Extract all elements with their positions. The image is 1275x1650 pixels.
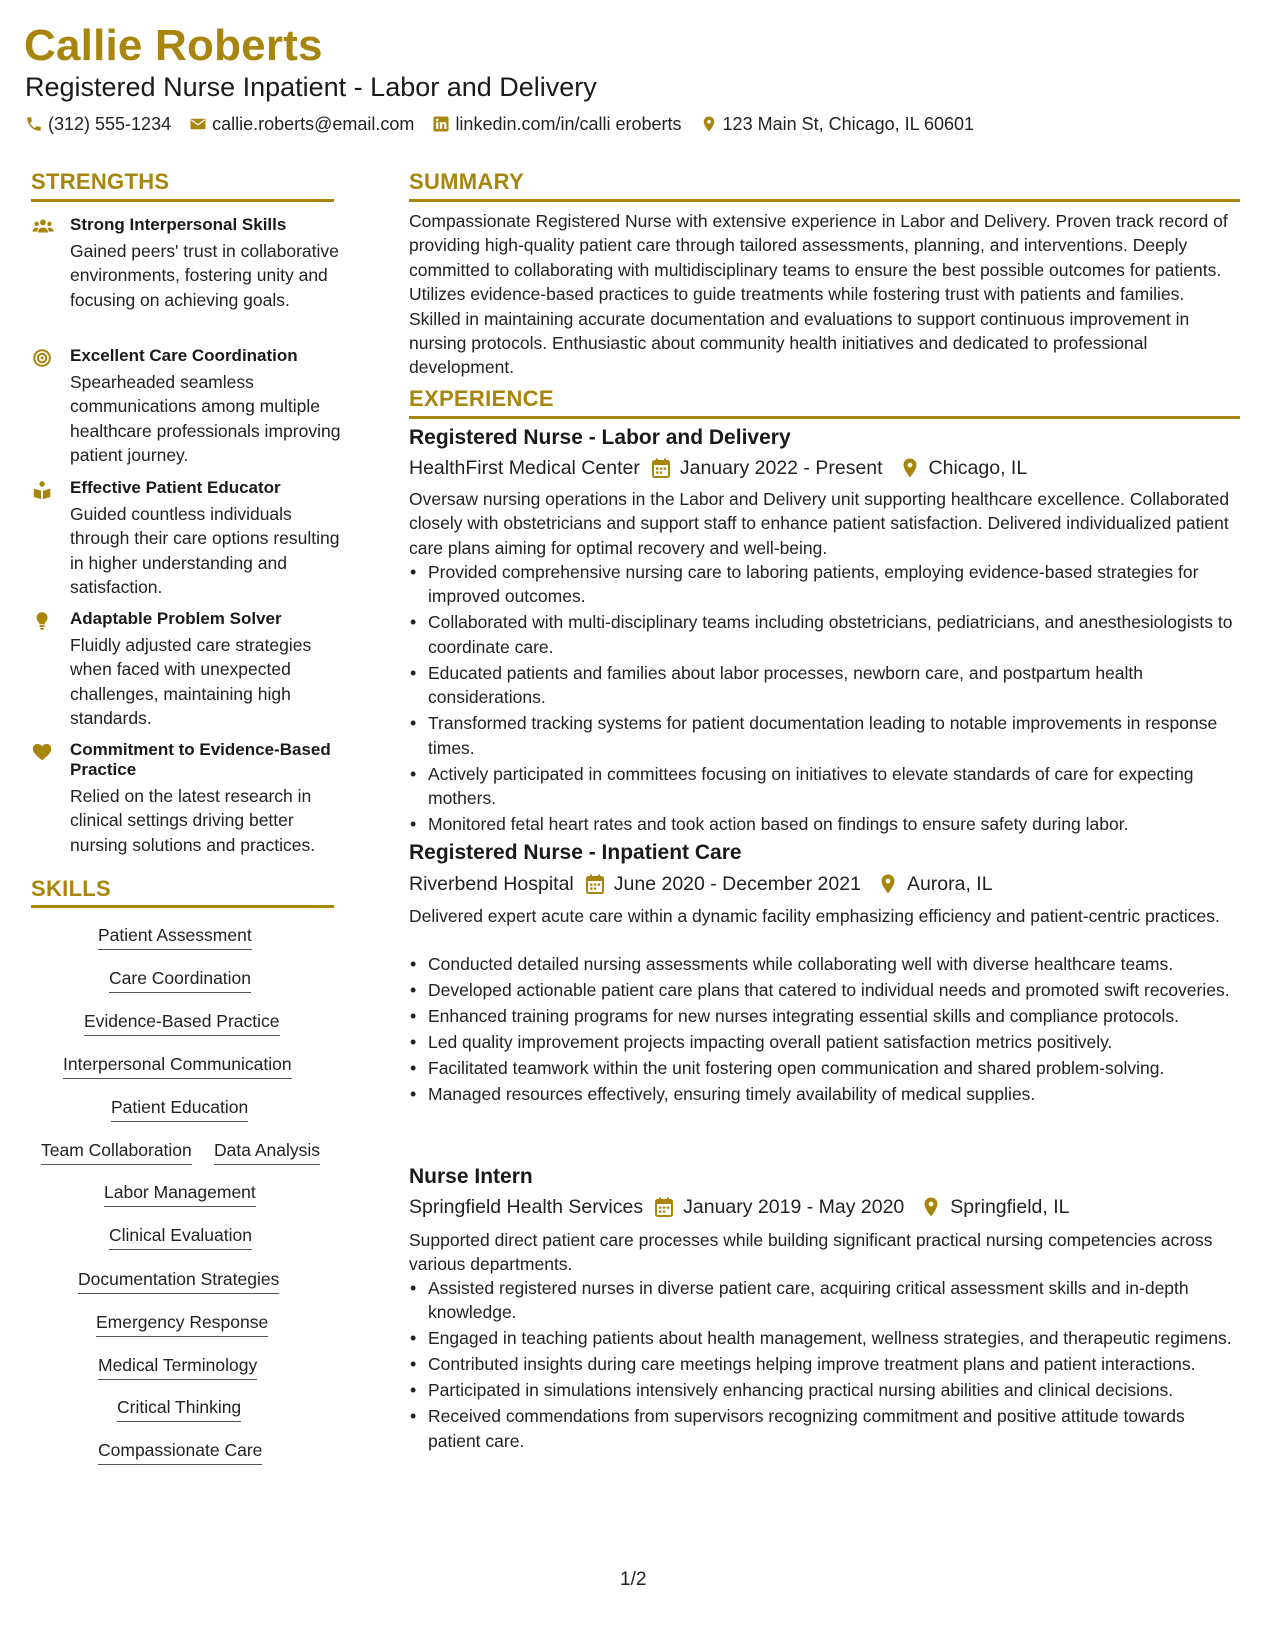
skill-tag: Care Coordination [109,967,251,993]
candidate-name: Callie Roberts [24,21,323,70]
strength-description: Spearheaded seamless communications among multiple healthcare professionals improving patient journey. [70,372,341,466]
users-icon [32,217,54,237]
strength-item [32,346,352,468]
calendar-icon [655,1197,673,1217]
job-dates: January 2019 - May 2020 [683,1196,905,1218]
page-number: 1/2 [620,1569,647,1590]
skill-tag: Medical Terminology [98,1354,257,1380]
list-item: • Received commendations from supervisors recognizing commitment and positive attitude towards patient care. [409,1404,1239,1453]
skill-tag: Patient Assessment [98,924,252,950]
list-item: • Provided comprehensive nursing care to laboring patients, employing evidence-based strategies for improved outcomes. [409,560,1239,609]
strength-title: Effective Patient Educator [70,478,281,497]
job-description: Oversaw nursing operations in the Labor and Delivery unit supporting healthcare excellence. Collaborated closely with obstetricians and support staff to enhance patient satisfaction. Delivered individualized patient care plans aiming for optimal recovery and well-being. [409,489,1230,558]
heart-icon [32,742,54,762]
strength-description: Relied on the latest research in clinical settings driving better nursing solutions and practices. [70,786,316,855]
list-item: • Educated patients and families about labor processes, newborn care, and postpartum health considerations. [409,661,1239,710]
skill-tag: Emergency Response [96,1311,268,1337]
job-title: Registered Nurse - Labor and Delivery [409,426,791,449]
phone-icon [25,115,43,133]
skill-tag: Patient Education [111,1096,248,1122]
calendar-icon [586,874,604,894]
list-item: • Engaged in teaching patients about health management, wellness strategies, and therapeutic regimens. [409,1326,1239,1350]
map-pin-icon [879,874,897,894]
skill-tag: Team Collaboration [41,1139,192,1165]
strength-title: Adaptable Problem Solver [70,609,282,628]
skill-tag: Documentation Strategies [78,1268,279,1294]
job-bullets [409,560,1239,838]
skill-tag: Interpersonal Communication [63,1053,292,1079]
summary-text: Compassionate Registered Nurse with extensive experience in Labor and Delivery. Proven track record of providing high-quality patient care through tailored assessments, planning, and interventions. Deeply committed to collaborating with multidisciplinary teams to ensure the best possible outcomes for patients. Utilizes evidence-based practices to guide treatments while fostering trust with patients and families. Skilled in maintaining accurate documentation and evaluations to support continuous improvement in nursing protocols. Enthusiastic about community health initiatives and dedicated to professional development. [409,211,1228,378]
job-description: Delivered expert acute care within a dynamic facility emphasizing efficiency and patient-centric practices. [409,906,1220,926]
strength-item [32,609,352,731]
experience-heading: EXPERIENCE [409,386,554,411]
list-item: • Monitored fetal heart rates and took action based on findings to ensure safety during labor. [409,812,1239,836]
skills-heading: SKILLS [31,876,112,901]
list-item: • Transformed tracking systems for patient documentation leading to notable improvements in response times. [409,711,1239,760]
strength-item [32,740,352,857]
list-item: • Led quality improvement projects impacting overall patient satisfaction metrics positively. [409,1030,1239,1054]
skill-tag: Compassionate Care [98,1439,262,1465]
job-dates: January 2022 - Present [679,457,883,479]
map-pin-icon [901,458,919,478]
list-item: • Enhanced training programs for new nurses integrating essential skills and compliance protocols. [409,1004,1239,1028]
calendar-icon [652,458,670,478]
list-item: • Developed actionable patient care plans that catered to individual needs and promoted swift recoveries. [409,978,1239,1002]
job-bullets [409,1276,1239,1455]
map-pin-icon [700,115,718,133]
strength-title: Commitment to Evidence-Based Practice [70,740,331,779]
skills-divider [31,905,334,908]
strength-description: Gained peers' trust in collaborative environments, fostering unity and focusing on achieving goals. [70,241,339,310]
skill-tag: Labor Management [104,1181,256,1207]
experience-divider [409,416,1240,419]
job-meta [409,1194,1070,1220]
list-item: • Facilitated teamwork within the unit fostering open communication and shared problem-solving. [409,1056,1239,1080]
contact-linkedin[interactable]: linkedin.com/in/calli eroberts [432,112,681,136]
strength-item [32,478,352,600]
envelope-icon [189,115,207,133]
list-item: • Conducted detailed nursing assessments while collaborating well with diverse healthcare teams. [409,952,1239,976]
map-pin-icon [922,1197,940,1217]
list-item: • Managed resources effectively, ensuring timely availability of medical supplies. [409,1082,1239,1106]
contact-address: 123 Main St, Chicago, IL 60601 [700,112,975,136]
linkedin-icon [432,115,450,133]
job-description: Supported direct patient care processes while building significant practical nursing competencies across various departments. [409,1230,1213,1275]
job-location: Chicago, IL [928,457,1028,479]
target-icon [32,348,54,368]
book-reader-icon [32,480,54,500]
strength-description: Guided countless individuals through their care options resulting in higher understanding and satisfaction. [70,504,340,598]
skill-tag: Data Analysis [214,1139,320,1165]
skill-tag: Critical Thinking [117,1396,241,1422]
strength-item [32,215,352,312]
lightbulb-icon [32,611,54,631]
skill-tag: Clinical Evaluation [109,1224,252,1250]
list-item: • Actively participated in committees focusing on initiatives to elevate standards of care for expecting mothers. [409,762,1239,811]
job-company: Springfield Health Services [409,1196,644,1218]
skill-tag: Evidence-Based Practice [84,1010,280,1036]
job-company: HealthFirst Medical Center [409,457,640,479]
strength-title: Excellent Care Coordination [70,346,298,365]
list-item: • Contributed insights during care meetings helping improve treatment plans and patient interactions. [409,1352,1239,1376]
list-item: • Assisted registered nurses in diverse patient care, acquiring critical assessment skills and in-depth knowledge. [409,1276,1239,1325]
contact-bar [25,112,974,136]
job-title: Nurse Intern [409,1165,533,1188]
summary-heading: SUMMARY [409,169,524,194]
job-title: Registered Nurse - Inpatient Care [409,841,742,864]
job-company: Riverbend Hospital [409,873,574,895]
job-location: Springfield, IL [950,1196,1070,1218]
strength-title: Strong Interpersonal Skills [70,215,287,234]
list-item: • Participated in simulations intensively enhancing practical nursing abilities and clinical decisions. [409,1378,1239,1402]
job-meta [409,455,1027,481]
contact-phone: (312) 555-1234 [25,112,171,136]
strengths-heading: STRENGTHS [31,169,170,194]
summary-divider [409,199,1240,202]
strengths-divider [31,199,334,202]
contact-email[interactable]: callie.roberts@email.com [189,112,414,136]
job-location: Aurora, IL [906,873,993,895]
candidate-title: Registered Nurse Inpatient - Labor and Delivery [25,72,597,102]
job-dates: June 2020 - December 2021 [613,873,861,895]
job-bullets [409,952,1239,1108]
strength-description: Fluidly adjusted care strategies when faced with unexpected challenges, maintaining high standards. [70,635,312,729]
job-meta [409,871,993,897]
list-item: • Collaborated with multi-disciplinary teams including obstetricians, pediatricians, and anesthesiologists to coordinate care. [409,610,1239,659]
